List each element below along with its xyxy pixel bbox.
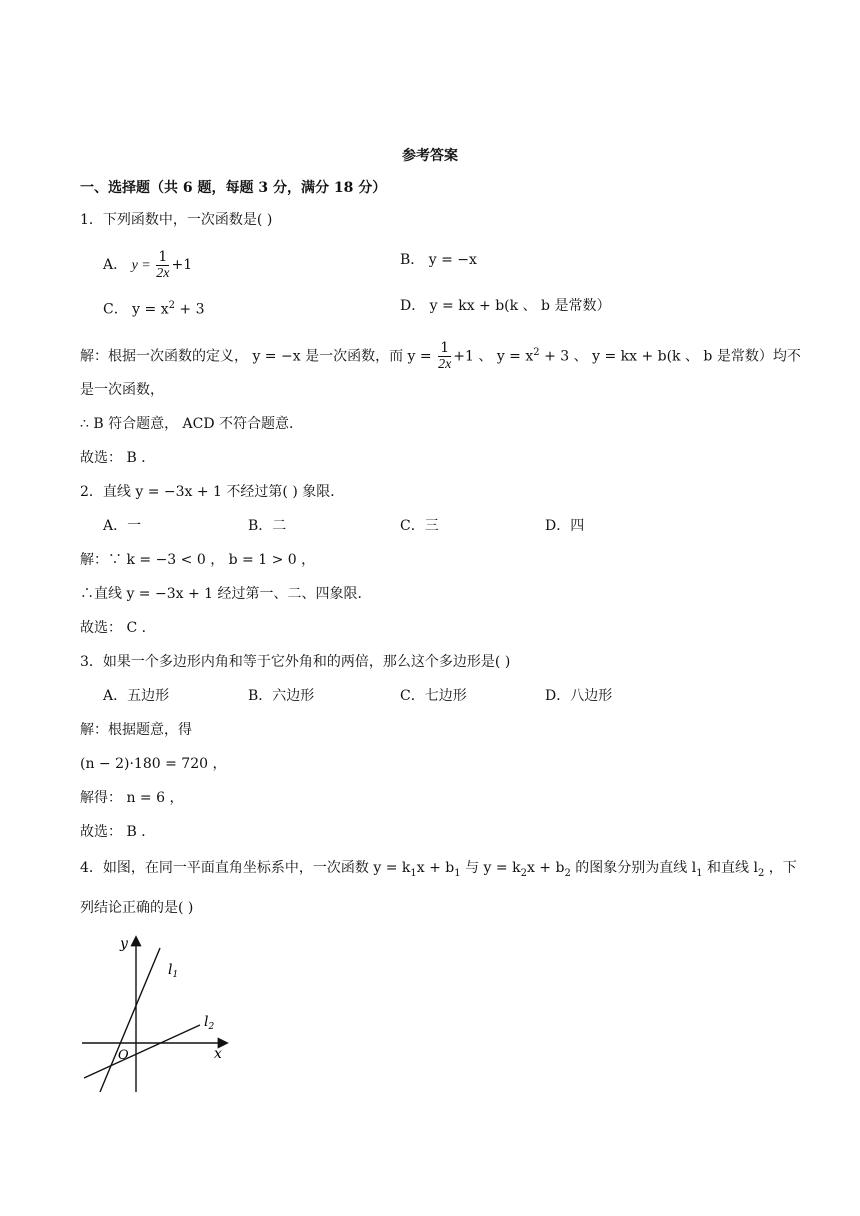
- q1-option-c-text: C． y = x: [103, 301, 169, 318]
- q2-stem: 2．直线 y = −3x + 1 不经过第( ) 象限．: [80, 484, 345, 500]
- q2-option-a: A．一: [103, 518, 142, 534]
- q1-option-a-label: A．: [103, 257, 128, 273]
- q3-option-b: B．六边形: [248, 688, 315, 704]
- q2-solution-line-1: 解：∵ k = −3 < 0 ， b = 1 > 0 ，: [80, 552, 316, 568]
- q1-option-c-post: + 3: [174, 301, 205, 318]
- q4-stem-text: ，下: [764, 860, 797, 876]
- q3-solution-line-2: (n − 2)·180 = 720 ，: [80, 756, 227, 772]
- subscript: 1: [454, 867, 461, 879]
- q1-option-b: B． y = −x: [400, 252, 477, 268]
- q3-answer: 故选： B ．: [80, 824, 156, 840]
- q1-stem: 1．下列函数中，一次函数是( ): [80, 212, 273, 228]
- q3-solution-line-3: 解得： n = 6 ，: [80, 790, 184, 806]
- fraction-denominator: 2x: [156, 265, 170, 281]
- q1-option-d: D． y = kx + b(k 、 b 是常数）: [400, 298, 611, 314]
- q4-stem-text: x + b: [526, 860, 565, 876]
- line-l1: [100, 948, 160, 1092]
- q1-option-a-post: +1: [171, 257, 193, 273]
- l1-label: $l_1$: [168, 962, 179, 980]
- q4-stem-line-2: 列结论正确的是( ): [80, 900, 194, 916]
- q3-option-c: C．七边形: [400, 688, 467, 704]
- q4-stem-text: 4．如图，在同一平面直角坐标系中，一次函数 y = k: [80, 860, 411, 876]
- q3-stem: 3．如果一个多边形内角和等于它外角和的两倍，那么这个多边形是( ): [80, 654, 511, 670]
- l2-label: $l_2$: [204, 1014, 215, 1032]
- q3-option-a: A．五边形: [103, 688, 170, 704]
- y-axis-label: y: [120, 936, 128, 952]
- q3-option-d: D．八边形: [545, 688, 613, 704]
- q1-option-a-pre: y =: [131, 258, 155, 273]
- q1-solution-exponent: 2: [533, 347, 540, 358]
- q1-solution-fraction: [438, 340, 451, 373]
- q4-stem-line-1: [80, 858, 797, 884]
- q1-answer: 故选： B ．: [80, 450, 156, 466]
- q1-solution-text-c: + 3 、 y = kx + b(k 、 b 是常数）均不: [539, 348, 801, 365]
- fraction-numerator: 1: [438, 340, 451, 357]
- section-heading: 一、选择题（共 6 题，每题 3 分，满分 18 分）: [80, 180, 387, 196]
- fraction-denominator: 2x: [438, 357, 452, 373]
- q1-option-a-fraction: [156, 249, 169, 282]
- q3-solution-line-1: 解：根据题意，得: [80, 722, 192, 738]
- q1-solution-line-1: [80, 336, 801, 374]
- q4-stem-text: 的图象分别为直线 l: [570, 860, 697, 876]
- q2-option-b: B．二: [248, 518, 287, 534]
- q4-stem-text: 与 y = k: [460, 860, 521, 876]
- q4-stem-text: 和直线 l: [702, 860, 758, 876]
- page-title: 参考答案: [402, 148, 458, 164]
- line-l2: [84, 1025, 200, 1078]
- q1-option-c-exponent: 2: [168, 300, 175, 311]
- fraction-numerator: 1: [156, 249, 169, 266]
- q2-solution-line-2: ∴直线 y = −3x + 1 经过第一、二、四象限．: [80, 586, 372, 602]
- subscript: 2: [520, 867, 527, 879]
- q1-option-c: [103, 296, 205, 320]
- x-axis-label: x: [214, 1046, 222, 1062]
- q1-solution-text-a: 解：根据一次函数的定义， y = −x 是一次函数，而 y =: [80, 348, 437, 365]
- q1-solution-text-b: +1 、 y = x: [453, 348, 534, 365]
- q2-option-d: D．四: [545, 518, 585, 534]
- subscript: 1: [696, 867, 703, 879]
- q1-option-a: [103, 248, 192, 283]
- subscript: 2: [757, 867, 765, 879]
- q2-option-c: C．三: [400, 518, 439, 534]
- q1-solution-line-3: ∴ B 符合题意， ACD 不符合题意．: [80, 416, 304, 432]
- subscript: 2: [564, 867, 571, 879]
- subscript: 1: [410, 867, 417, 879]
- q1-solution-line-2: 是一次函数，: [80, 382, 164, 398]
- q4-coordinate-figure: [78, 930, 238, 1100]
- origin-label: O: [118, 1048, 129, 1063]
- q4-stem-text: x + b: [416, 860, 455, 876]
- q2-answer: 故选： C ．: [80, 620, 156, 636]
